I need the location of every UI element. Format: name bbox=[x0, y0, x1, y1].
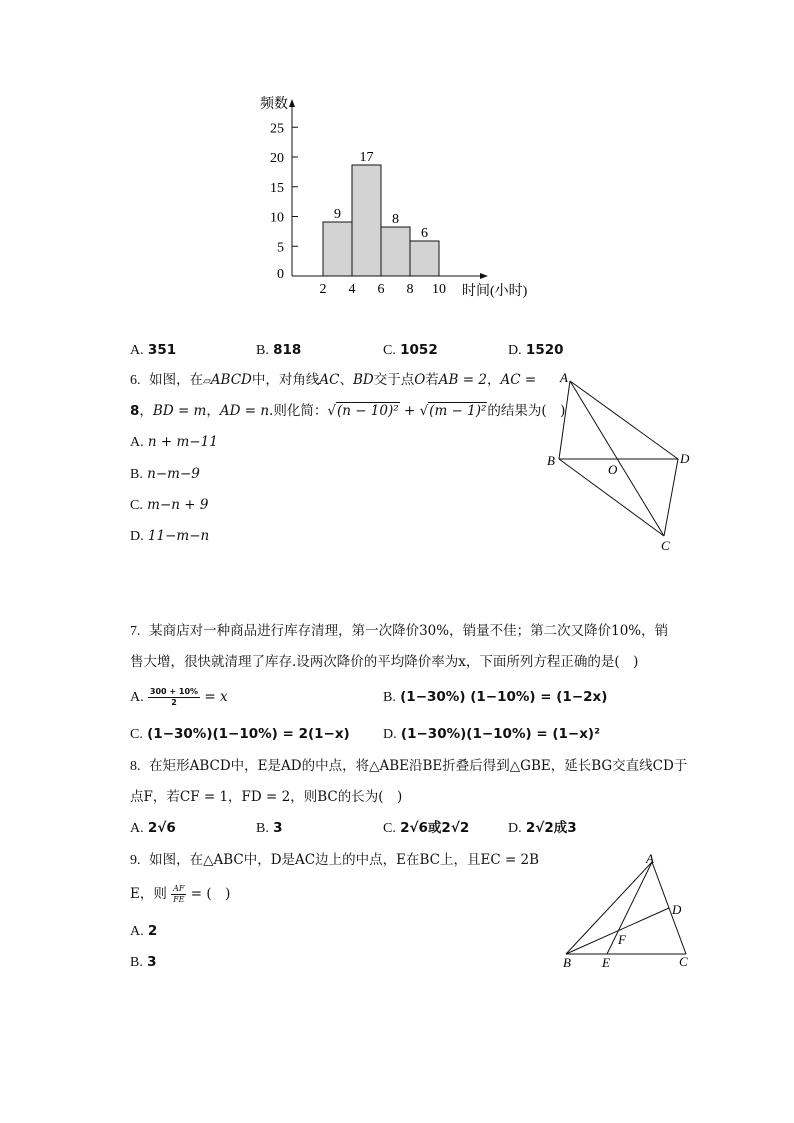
histogram-bar bbox=[323, 222, 352, 276]
q9-option-a[interactable]: A. 2 bbox=[130, 923, 158, 939]
histogram-svg bbox=[250, 88, 550, 303]
svg-text:8: 8 bbox=[392, 212, 399, 227]
point-label-c: C bbox=[661, 538, 670, 553]
sqrt-sign: √ bbox=[327, 403, 336, 419]
svg-text:频数: 频数 bbox=[260, 97, 288, 112]
q7-option-d[interactable]: D. (1−30%)(1−10%) = (1−x)² bbox=[383, 726, 601, 742]
q7-option-c[interactable]: C. (1−30%)(1−10%) = 2(1−x) bbox=[130, 726, 350, 742]
point-label-a: A bbox=[560, 370, 568, 385]
svg-text:5: 5 bbox=[277, 240, 284, 256]
svg-text:4: 4 bbox=[348, 282, 356, 297]
svg-text:17: 17 bbox=[359, 150, 374, 165]
q8-option-c[interactable]: C. 2√6或2√2 bbox=[383, 820, 470, 836]
q6-option-d[interactable]: D. 11−m−n bbox=[130, 528, 210, 544]
histogram-bar bbox=[352, 165, 381, 276]
triangle-figure bbox=[555, 848, 700, 973]
point-label-b: B bbox=[547, 453, 555, 468]
svg-text:8: 8 bbox=[406, 282, 414, 297]
q7-stem-line2: 售大增，很快就清理了库存.设两次降价的平均降价率为x，下面所列方程正确的是( ) bbox=[130, 654, 639, 670]
q7-option-a[interactable]: A. $\frac{300 + 10\%}{2}$ = x bbox=[130, 687, 228, 707]
q8-option-d[interactable]: D. 2√2成3 bbox=[508, 820, 577, 836]
svg-text:25: 25 bbox=[270, 121, 284, 137]
fraction: $\frac{AF}{FE}$ bbox=[173, 884, 185, 904]
parallelogram-figure bbox=[540, 365, 700, 555]
q7-stem-line1: 7. 某商店对一种商品进行库存清理，第一次降价30%，销量不佳；第二次又降价10%，销 bbox=[130, 623, 669, 639]
histogram-bar bbox=[410, 241, 439, 276]
point-label-c: C bbox=[679, 954, 688, 969]
svg-text:2: 2 bbox=[319, 282, 327, 297]
q7-option-b[interactable]: B. (1−30%) (1−10%) = (1−2x) bbox=[383, 689, 608, 705]
histogram-chart bbox=[250, 88, 550, 303]
point-label-d: D bbox=[680, 451, 690, 466]
parallelogram-symbol: ▱ bbox=[203, 376, 211, 387]
q6-option-b[interactable]: B. n−m−9 bbox=[130, 466, 200, 482]
point-label-f: F bbox=[618, 932, 626, 947]
svg-text:20: 20 bbox=[270, 151, 284, 166]
q9-stem-line2: E，则 $\frac{AF}{FE}$ = ( ) bbox=[130, 884, 231, 904]
svg-text:10: 10 bbox=[432, 282, 446, 297]
q9-stem-line1: 9. 如图，在△ABC中，D是AC边上的中点，E在BC上，且EC = 2B bbox=[130, 852, 540, 868]
svg-text:0: 0 bbox=[277, 267, 284, 282]
q6-stem-line2: 8，BD = m，AD = n.则化简：√(n − 10)² + √(m − 1)²的结果为( ) bbox=[130, 403, 566, 419]
q5-option-a[interactable]: A. 351 bbox=[130, 342, 177, 358]
q5-option-d[interactable]: D. 1520 bbox=[508, 342, 564, 358]
q8-stem-line1: 8. 在矩形ABCD中，E是AD的中点，将△ABE沿BE折叠后得到△GBE，延长BG交直线CD于 bbox=[130, 758, 688, 774]
svg-text:10: 10 bbox=[270, 210, 284, 226]
q5-option-b[interactable]: B. 818 bbox=[256, 342, 302, 358]
q9-option-b[interactable]: B. 3 bbox=[130, 954, 157, 970]
histogram-bar bbox=[381, 227, 410, 276]
svg-text:6: 6 bbox=[377, 282, 385, 297]
q8-option-b[interactable]: B. 3 bbox=[256, 820, 283, 836]
q5-option-c[interactable]: C. 1052 bbox=[383, 342, 438, 358]
q8-option-a[interactable]: A. 2√6 bbox=[130, 820, 176, 836]
svg-text:15: 15 bbox=[270, 180, 284, 196]
svg-text:9: 9 bbox=[334, 207, 341, 222]
point-label-o: O bbox=[608, 462, 618, 477]
svg-text:时间(小时): 时间(小时) bbox=[462, 284, 528, 299]
svg-text:6: 6 bbox=[421, 226, 428, 241]
point-label-b: B bbox=[563, 955, 571, 970]
q6-stem-line1: 6. 如图，在▱ABCD中，对角线AC、BD交于点O若AB = 2，AC = bbox=[130, 372, 537, 388]
point-label-e: E bbox=[602, 955, 610, 970]
q8-stem-line2: 点F，若CF = 1，FD = 2，则BC的长为( ) bbox=[130, 789, 403, 805]
point-label-d: D bbox=[672, 902, 682, 917]
sqrt-sign: √ bbox=[419, 403, 429, 419]
q6-option-a[interactable]: A. n + m−11 bbox=[130, 434, 218, 450]
point-label-a: A bbox=[646, 851, 654, 866]
fraction: $\frac{300 + 10\%}{2}$ bbox=[149, 687, 199, 707]
q6-option-c[interactable]: C. m−n + 9 bbox=[130, 497, 209, 513]
